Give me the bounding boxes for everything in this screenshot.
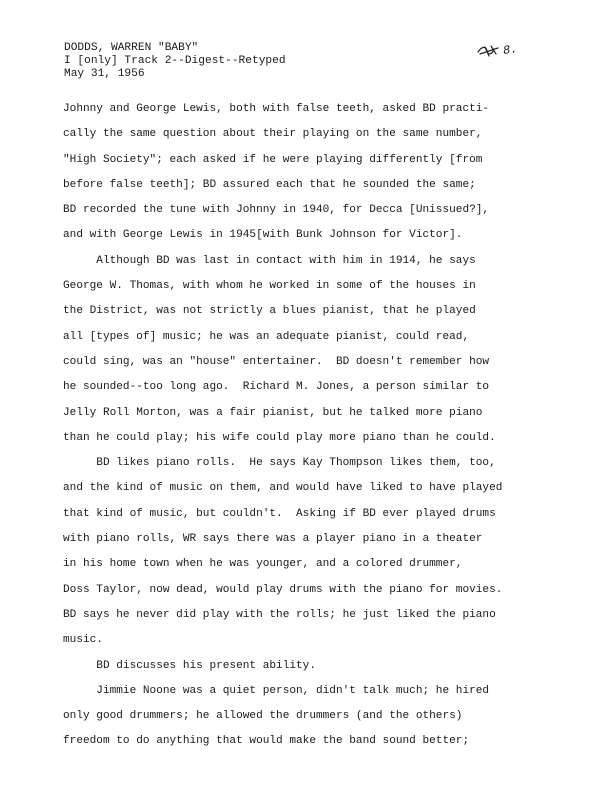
page-number: 8. <box>502 42 519 58</box>
text-line: with piano rolls, WR says there was a player piano in a theater <box>63 533 483 546</box>
text-line: in his home town when he was younger, and a colored drummer, <box>63 558 463 571</box>
transcript-body <box>63 97 563 755</box>
text-line: all [types of] music; he was an adequate pianist, could read, <box>63 330 470 343</box>
text-line: BD likes piano rolls. He says Kay Thompson likes them, too, <box>63 457 496 470</box>
text-line: and the kind of music on them, and would have liked to have played <box>63 482 503 495</box>
header-date: May 31, 1956 <box>64 68 145 81</box>
handwritten-mark-icon <box>476 44 502 58</box>
text-line: music. <box>63 634 103 647</box>
text-line: than he could play; his wife could play more piano than he could. <box>63 431 496 444</box>
text-line: Johnny and George Lewis, both with false teeth, asked BD practi- <box>63 103 490 115</box>
header-name: DODDS, WARREN "BABY" <box>64 42 199 54</box>
text-line: he sounded--too long ago. Richard M. Jones, a person similar to <box>63 381 490 394</box>
text-line: and with George Lewis in 1945[with Bunk Johnson for Victor]. <box>63 229 463 242</box>
text-line: Jimmie Noone was a quiet person, didn't talk much; he hired <box>63 684 490 697</box>
text-line: cally the same question about their playing on the same number, <box>63 128 483 141</box>
text-line: George W. Thomas, with whom he worked in some of the houses in <box>63 280 476 293</box>
document-header <box>64 42 286 82</box>
text-line: before false teeth]; BD assured each that he sounded the same; <box>63 178 476 191</box>
header-track: I [only] Track 2--Digest--Retyped <box>64 55 286 68</box>
text-line: BD recorded the tune with Johnny in 1940, for Decca [Unissued?], <box>63 204 490 217</box>
text-line: only good drummers; he allowed the drummers (and the others) <box>63 710 463 723</box>
text-line: the District, was not strictly a blues pianist, that he played <box>63 305 476 318</box>
text-line: Jelly Roll Morton, was a fair pianist, but he talked more piano <box>63 406 483 419</box>
text-line: Although BD was last in contact with him in 1914, he says <box>63 254 476 267</box>
text-line: Doss Taylor, now dead, would play drums with the piano for movies. <box>63 583 503 596</box>
text-line: could sing, was an "house" entertainer. BD doesn't remember how <box>63 355 490 368</box>
text-line: BD discusses his present ability. <box>63 659 316 672</box>
text-line: that kind of music, but couldn't. Asking if BD ever played drums <box>63 507 496 520</box>
text-line: BD says he never did play with the rolls; he just liked the piano <box>63 608 496 621</box>
text-line: freedom to do anything that would make the band sound better; <box>63 735 470 748</box>
text-line: "High Society"; each asked if he were playing differently [from <box>63 153 483 166</box>
